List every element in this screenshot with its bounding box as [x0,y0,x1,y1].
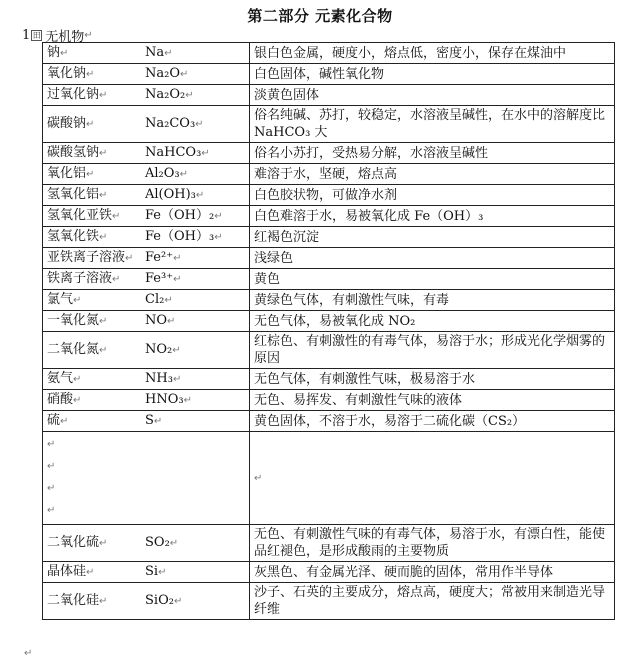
description-cell[interactable] [250,43,615,64]
table-row [43,583,615,620]
description-cell-text: 灰黑色、有金属光泽、硬而脆的固体，常用作半导体 [254,564,554,580]
paragraph-mark-icon: ↵ [173,274,182,285]
description-cell-text: 白色胶状物，可做净水剂 [254,187,398,203]
paragraph-mark-icon: ↵ [73,395,82,406]
compound-name-cell-text: 晶体硅 [47,564,87,579]
table-row [43,206,615,227]
compound-name-cell[interactable] [43,290,142,311]
formula-cell[interactable] [141,369,250,390]
compound-name-cell[interactable] [43,64,142,85]
description-cell[interactable] [250,143,615,164]
compound-name-cell[interactable] [43,525,142,562]
table-row [43,290,615,311]
table-row [43,525,615,562]
compound-name-cell-text: 过氧化钠 [47,87,100,102]
compound-name-cell-text: 氢氧化铁 [47,229,100,244]
compound-name-cell-text: 氨气 [47,371,74,386]
paragraph-mark-icon: ↵ [164,48,173,59]
compound-name-cell-text: 碳酸氢钠 [47,145,100,160]
paragraph-mark-icon: ↵ [99,538,108,549]
compound-name-cell[interactable] [43,143,142,164]
table-row [43,332,615,369]
description-cell[interactable] [250,64,615,85]
formula-cell-text: Fe（OH）₃ [145,229,215,244]
compound-name-cell[interactable] [43,332,142,369]
formula-cell-text: Fe（OH）₂ [145,208,215,223]
paragraph-mark-icon: ↵ [99,190,108,201]
paragraph-mark-icon: ↵ [112,211,121,222]
compound-name-cell-text: 氧化铝 [47,166,87,181]
compound-name-cell[interactable] [43,562,142,583]
formula-cell[interactable] [141,583,250,620]
description-cell[interactable] [250,411,615,432]
description-cell[interactable] [250,106,615,143]
compound-name-cell[interactable] [43,185,142,206]
description-cell[interactable] [250,562,615,583]
paragraph-mark-icon: ↵ [153,416,163,427]
description-cell-text: 沙子、石英的主要成分，熔点高，硬度大；常被用来制造光导纤维 [254,585,606,617]
table-row [43,369,615,390]
paragraph-mark-icon: ↵ [86,119,95,130]
table-row [43,411,615,432]
description-cell[interactable] [250,269,615,290]
description-cell[interactable] [250,248,615,269]
paragraph-mark-icon: ↵ [169,538,179,549]
table-row [43,562,615,583]
formula-cell[interactable] [141,164,250,185]
compound-name-cell[interactable] [43,311,142,332]
formula-cell-text: NH₃ [145,371,173,386]
paragraph-mark-icon: ↵ [173,253,182,264]
paragraph-mark-icon: ↵ [86,69,95,80]
formula-cell-text: Al₂O₃ [145,166,180,181]
table-row [43,64,615,85]
paragraph-mark-icon: ↵ [214,232,223,243]
compound-name-cell-text: 亚铁离子溶液 [47,250,126,265]
compound-name-cell[interactable] [43,248,142,269]
formula-cell-text: Al(OH)₃ [145,187,196,202]
paragraph-mark-icon: ↵ [99,345,108,356]
paragraph-mark-icon: ↵ [112,274,121,285]
formula-cell-text: Cl₂ [145,292,165,307]
paragraph-mark-icon: ↵ [60,416,69,427]
paragraph-mark-icon: ↵ [195,190,205,201]
formula-cell-text: Fe²⁺ [145,250,174,265]
formula-cell-text: NO₂ [145,342,173,357]
compound-name-cell-text: 硝酸 [47,392,74,407]
description-cell-text: 红褐色沉淀 [254,229,320,245]
description-cell-text: 白色固体，碱性氧化物 [254,66,385,82]
paragraph-mark-icon: ↵ [86,567,95,578]
description-cell-text: 红棕色、有刺激性的有毒气体，易溶于水；形成光化学烟雾的原因 [254,334,606,366]
table-row [43,85,615,106]
paragraph-mark-icon: ↵ [47,439,56,450]
compound-name-cell-text: 氢氧化亚铁 [47,208,113,223]
formula-cell[interactable] [141,106,250,143]
formula-cell[interactable] [141,85,250,106]
description-cell-text: 无色气体，有刺激性气味，极易溶于水 [254,371,476,387]
paragraph-mark-icon: ↵ [214,211,223,222]
formula-cell-text: Si [145,564,159,579]
table-row [43,185,615,206]
formula-cell[interactable] [141,332,250,369]
paragraph-mark-icon: ↵ [60,48,69,59]
description-cell[interactable] [250,432,615,525]
compound-name-cell[interactable] [43,369,142,390]
description-cell-text: 难溶于水，坚硬，熔点高 [254,166,398,182]
paragraph-mark-icon: ↵ [180,69,189,80]
description-cell[interactable] [250,290,615,311]
formula-cell[interactable] [141,525,250,562]
description-cell-text: 浅绿色 [254,250,294,266]
paragraph-mark-icon: ↵ [254,473,263,484]
formula-cell[interactable] [141,411,250,432]
compound-name-cell[interactable] [43,227,142,248]
paragraph-mark-icon: ↵ [195,119,204,130]
page-title: 第二部分 元素化合物 [247,7,393,25]
description-cell-text: 淡黄色固体 [254,87,320,103]
paragraph-mark-icon: ↵ [47,461,56,472]
paragraph-mark-icon: ↵ [185,90,194,101]
formula-cell[interactable] [141,562,250,583]
formula-cell[interactable] [141,64,250,85]
formula-cell-text: HNO₃ [145,392,184,407]
section-label: 无机物 [45,30,85,45]
compound-name-cell-text: 钠 [47,45,61,60]
compound-table [42,42,615,620]
compound-name-cell[interactable] [43,390,142,411]
paragraph-mark-icon: ↵ [73,295,82,306]
formula-cell-text: S [145,413,154,428]
description-cell[interactable] [250,85,615,106]
compound-name-cell-text: 二氧化硅 [47,593,100,608]
table-row [43,106,615,143]
formula-cell[interactable] [141,143,250,164]
description-cell[interactable] [250,332,615,369]
description-cell[interactable] [250,227,615,248]
table-row [43,43,615,64]
description-cell[interactable] [250,206,615,227]
compound-name-cell-text: 铁离子溶液 [47,271,113,286]
description-cell-text: 白色难溶于水，易被氧化成 Fe（OH）₃ [254,208,484,224]
paragraph-mark-icon: ↵ [179,169,189,180]
description-cell-text: 银白色金属，硬度小，熔点低，密度小，保存在煤油中 [254,45,567,61]
description-cell-text: 无色气体，易被氧化成 NO₂ [254,313,416,329]
paragraph-mark-icon: ↵ [24,648,33,659]
description-cell-text: 俗名纯碱、苏打，较稳定，水溶液呈碱性，在水中的溶解度比 NaHCO₃ 大 [254,108,606,140]
formula-cell[interactable] [141,185,250,206]
table-row [43,227,615,248]
formula-cell-text: SiO₂ [145,593,174,608]
compound-name-cell-text: 氯气 [47,292,74,307]
compound-name-cell[interactable] [43,85,142,106]
compound-name-cell[interactable] [43,206,142,227]
formula-cell-text: SO₂ [145,535,170,550]
paragraph-mark-icon: ↵ [164,295,173,306]
compound-name-cell[interactable] [43,106,142,143]
formula-cell[interactable] [141,269,250,290]
paragraph-mark-icon: ↵ [172,345,181,356]
paragraph-mark-icon: ↵ [86,169,95,180]
description-cell-text: 俗名小苏打，受热易分解，水溶液呈碱性 [254,145,489,161]
paragraph-mark-icon: ↵ [99,148,108,159]
compound-name-cell[interactable] [43,411,142,432]
compound-name-cell-text: 二氧化氮 [47,342,100,357]
formula-cell-text: NO [145,313,168,328]
description-cell[interactable] [250,185,615,206]
paragraph-mark-icon: ↵ [173,596,183,607]
compound-name-cell-text: 二氧化硫 [47,535,100,550]
compound-name-cell[interactable] [43,432,142,525]
paragraph-mark-icon: ↵ [99,90,108,101]
formula-cell[interactable] [141,248,250,269]
formula-cell[interactable] [141,390,250,411]
table-row [43,269,615,290]
paragraph-mark-icon: ↵ [99,316,108,327]
description-cell[interactable] [250,583,615,620]
paragraph-mark-icon: ↵ [84,30,93,41]
paragraph-mark-icon: ↵ [158,567,167,578]
table-move-handle-icon[interactable]: 田 [32,31,41,40]
description-cell-text: 无色、有刺激性气味的有毒气体，易溶于水，有漂白性，能使品红褪色，是形成酸雨的主要物质 [254,527,606,559]
table-row [43,390,615,411]
table-row [43,248,615,269]
table-row [43,164,615,185]
compound-name-cell-text: 氢氧化铝 [47,187,100,202]
formula-cell[interactable] [141,227,250,248]
description-cell[interactable] [250,311,615,332]
formula-cell-text: Na [145,45,165,60]
compound-name-cell-text: 碳酸钠 [47,116,87,131]
formula-cell[interactable] [141,311,250,332]
paragraph-mark-icon: ↵ [99,596,108,607]
paragraph-mark-icon: ↵ [125,253,134,264]
table-row [43,143,615,164]
paragraph-mark-icon: ↵ [201,148,210,159]
description-cell-text: 黄色固体，不溶于水，易溶于二硫化碳（CS₂） [254,413,526,429]
compound-name-cell-text: 一氧化氮 [47,313,100,328]
paragraph-mark-icon: ↵ [167,316,176,327]
description-cell-text: 黄色 [254,271,281,287]
compound-name-cell[interactable] [43,164,142,185]
formula-cell[interactable] [141,206,250,227]
description-cell-text: 黄绿色气体，有刺激性气味，有毒 [254,292,450,308]
table-row [43,311,615,332]
paragraph-mark-icon: ↵ [47,505,56,516]
paragraph-mark-icon: ↵ [73,374,82,385]
formula-cell-text: NaHCO₃ [145,145,202,160]
description-cell-text: 无色、易挥发、有刺激性气味的液体 [254,392,463,408]
paragraph-mark-icon: ↵ [47,483,56,494]
formula-cell[interactable] [141,432,250,525]
description-cell[interactable] [250,390,615,411]
description-cell[interactable] [250,164,615,185]
paragraph-mark-icon: ↵ [183,395,192,406]
paragraph-mark-icon: ↵ [99,232,108,243]
formula-cell-text: Fe³⁺ [145,271,174,286]
section-number: 1 [22,28,31,43]
compound-name-cell-text: 氧化钠 [47,66,87,81]
description-cell[interactable] [250,369,615,390]
compound-name-cell[interactable] [43,583,142,620]
formula-cell-text: Na₂O₂ [145,87,186,102]
description-cell[interactable] [250,525,615,562]
formula-cell[interactable] [141,290,250,311]
compound-name-cell[interactable] [43,269,142,290]
formula-cell-text: Na₂O [145,66,180,81]
compound-name-cell[interactable] [43,43,142,64]
table-row [43,432,615,525]
formula-cell[interactable] [141,43,250,64]
formula-cell-text: Na₂CO₃ [145,116,196,131]
compound-name-cell-text: 硫 [47,413,61,428]
paragraph-mark-icon: ↵ [172,374,182,385]
